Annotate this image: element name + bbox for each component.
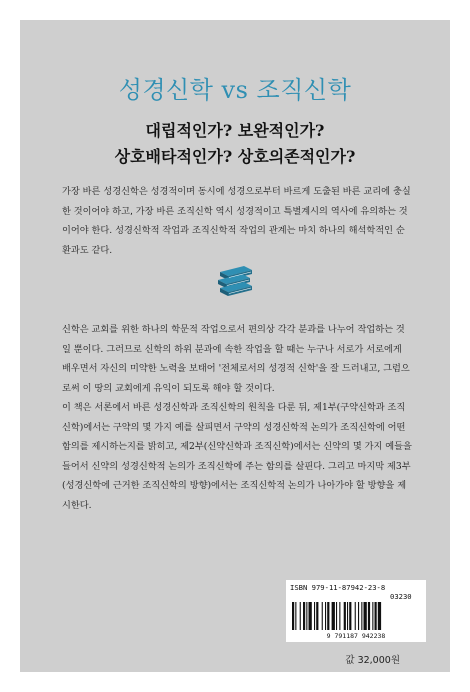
price: 값 32,000원: [345, 655, 400, 666]
subtitle-line-1: 대립적인가? 보완적인가?: [145, 121, 325, 140]
isbn-barcode: [286, 580, 426, 642]
isbn-addon: 03230: [390, 592, 412, 601]
isbn-number: ISBN 979-11-87942-23-8: [290, 583, 386, 592]
barcode-number: 9 791187 942238: [326, 632, 386, 640]
book-back-cover: [20, 20, 450, 672]
isbn-label: [290, 583, 422, 601]
description-paragraph-1: 신학은 교회를 위한 하나의 학문적 작업으로서 편의상 각각 분과를 나누어 작업하는 것일 뿐이다. 그러므로 신학의 하위 분과에 속한 작업을 할 때는 누구나 서로가 서로에게 배우면서 자신의 미약한 노력을 보태어 '전체로서의 성경적 신학'을 잘 드러내고, 그럼으로써 이 땅의 교회에게 유익이 되도록 해야 할 것이다.: [62, 324, 410, 394]
intro-paragraph: 가장 바른 성경신학은 성경적이며 동시에 성경으로부터 바르게 도출된 바른 교리에 충실한 것이어야 하고, 가장 바른 조직신학 역시 성경적이고 특별계시의 역사에 유의하는 것이어야 한다. 성경신학적 작업과 조직신학적 작업의 관계는 마치 하나의 해석학적인 순환과도 같다.: [62, 186, 411, 256]
subtitle-line-2: 상호배타적인가? 상호의존적인가?: [114, 147, 356, 166]
barcode-bars: [290, 602, 422, 632]
book-title: 성경신학 vs 조직신학: [118, 76, 352, 104]
intro-text: [62, 182, 412, 260]
description-text: [62, 320, 412, 515]
description-paragraph-2: 이 책은 서론에서 바른 성경신학과 조직신학의 원칙을 다룬 뒤, 제1부(구약신학과 조직신학)에서는 구약의 몇 가지 예를 살피면서 구약의 성경신학적 논의가 조직신학에 어떤 함의를 제시하는지를 밝히고, 제2부(신약신학과 조직신학)에서는 신약의 몇 가지 예들을 들어서 신약의 성경신학적 논의가 조직신학에 주는 함의를 살핀다. 그리고 마지막 제3부(성경신학에 근거한 조직신학의 방향)에서는 조직신학적 논의가 나아가야 할 방향을 제시한다.: [62, 402, 412, 511]
books-stack-icon: [214, 260, 256, 300]
